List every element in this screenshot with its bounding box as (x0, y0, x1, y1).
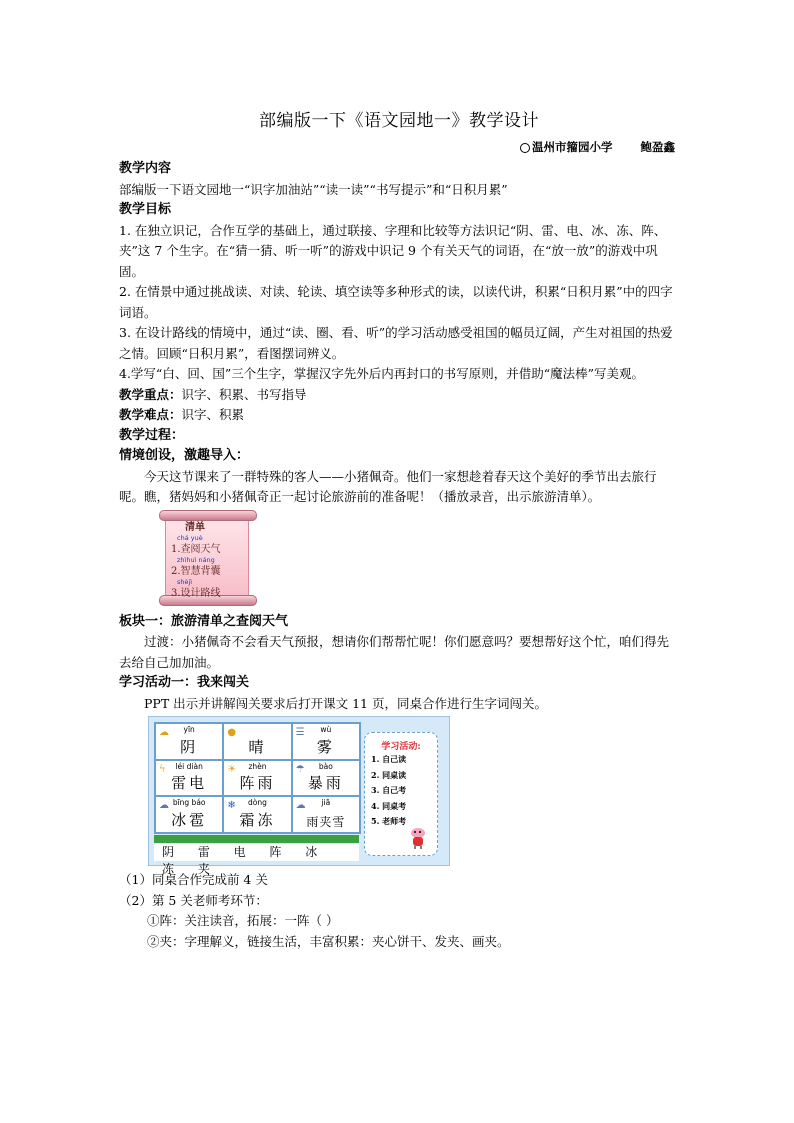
grid-cell (292, 760, 360, 797)
diff-label: 教学难点： (119, 407, 182, 422)
grid-cell (155, 760, 223, 797)
author-line (119, 139, 675, 155)
intro-text: 今天这节课来了一群特殊的客人——小猪佩奇。他们一家想趁着春天这个美好的季节出去旅行呢。瞧，猪妈妈和小猪佩奇正一起讨论旅游前的准备呢！（播放录音，出示旅游清单）。 (119, 468, 657, 504)
step-1: （1）同桌合作完成前 4 关 (119, 872, 268, 887)
process-heading: 教学过程： (119, 427, 185, 443)
circle-icon (520, 143, 530, 153)
sun-rain-icon: ☀ (227, 763, 237, 775)
snowflake-icon: ❄ (227, 800, 236, 812)
cell-chars: 晴 (248, 737, 267, 756)
scroll-top-roll (159, 510, 257, 521)
goal-1: 1. 在独立识记，合作互学的基础上，通过联接、字理和比较等方法识记“阴、雷、电、冰、冻、阵、夹”这 7 个生字。在“猜一猜、听一听”的游戏中识记 9 个有关天气的词语，在“放一放”的游戏中巩固。 (119, 222, 667, 279)
grid-cell (223, 796, 291, 833)
character-grid-image (148, 716, 450, 876)
goal-3: 3. 在设计路线的情境中，通过“读、圈、看、听”的学习活动感受祖国的幅员辽阔，产生对祖国的热爱之情。回顾“日积月累”，看图摆词辨义。 (119, 325, 673, 361)
activity-item: 3. 自己考 (371, 785, 407, 795)
cell-chars: 阵雨 (239, 774, 276, 793)
cell-chars: 暴雨 (307, 774, 344, 793)
document-title: 部编版一下《语文园地一》教学设计 (259, 111, 539, 131)
cell-pinyin: dòng (248, 798, 267, 808)
step-2b: ②夹：字理解义，链接生活，丰富积累：夹心饼干、发夹、画夹。 (147, 933, 510, 949)
goal-2: 2. 在情景中通过挑战读、对读、轮读、填空读等多种形式的读，以读代讲，积累“日积月累”中的四字词语。 (119, 284, 673, 320)
peppa-pig-icon (409, 827, 427, 849)
activity1-heading: 学习活动一：我来闯关 (119, 675, 250, 690)
scroll-item-2: 2.智慧背囊 (171, 565, 221, 577)
cell-pinyin: léi diàn (175, 761, 203, 771)
scroll-pinyin-1: chá yuè (177, 533, 203, 542)
key-label: 教学重点： (119, 386, 182, 402)
travel-list-scroll-image (159, 510, 259, 606)
document-page (119, 100, 679, 952)
step-2a: ①阵：关注读音，拓展：一阵（ ） (147, 913, 339, 928)
grid-cell (223, 723, 291, 760)
scroll-pinyin-2: zhìhuì náng (177, 555, 215, 564)
scroll-text (171, 522, 221, 599)
cell-pinyin: bào (318, 761, 333, 771)
step-2: （2）第 5 关老师考环节： (119, 892, 268, 908)
cell-pinyin: zhèn (248, 761, 267, 771)
rain-icon: ☂ (295, 763, 305, 775)
block1-heading: 板块一：旅游清单之查阅天气 (119, 613, 289, 629)
scroll-item-1: 1.查阅天气 (171, 543, 221, 555)
content-text: 部编版一下语文园地一“识字加油站”“读一读”“书写提示”和“日积月累” (119, 181, 508, 197)
grid-cell (155, 723, 223, 760)
scroll-item-3: 3.设计路线 (171, 587, 221, 599)
cell-chars: 冰雹 (171, 811, 208, 829)
hail-icon: ☁ (159, 800, 169, 812)
character-review-row: 阴 雷 电 阵 冰 冻 夹 (154, 844, 359, 861)
cloud-icon: ☁ (159, 727, 169, 738)
activity-item: 2. 同桌读 (371, 769, 407, 780)
scroll-pinyin-3: shèjì (177, 577, 193, 586)
cell-pinyin: wù (320, 725, 332, 734)
goal-4: 4.学写“白、回、国”三个生字，掌握汉字先外后内再封口的书写原则，并借助“魔法棒”写美观。 (119, 366, 644, 381)
activity-item: 1. 自己读 (371, 754, 407, 764)
sleet-icon: ☁ (295, 800, 306, 812)
author-name: 鲍盈鑫 (640, 140, 675, 154)
cell-pinyin: jiā (321, 798, 331, 808)
grid-cell (155, 796, 223, 833)
cell-pinyin: yīn (183, 725, 195, 734)
difficult-points (119, 405, 679, 426)
cell-chars: 阴 (180, 737, 199, 756)
sun-icon: ● (227, 727, 237, 738)
cell-chars: 雷电 (171, 774, 208, 793)
grid-cell (292, 796, 360, 833)
character-grid (154, 722, 361, 834)
key-points (119, 385, 679, 406)
cell-chars: 雨夹雪 (306, 815, 346, 829)
activity1-text: PPT 出示并讲解闯关要求后打开课文 11 页，同桌合作进行生字词闯关。 (144, 695, 547, 711)
intro-heading: 情境创设，激趣导入： (119, 448, 250, 463)
school-name: 温州市籀园小学 (532, 140, 613, 154)
activity-card-title: 学习活动: (381, 742, 421, 752)
block1-text: 过渡：小猪佩奇不会看天气预报，想请你们帮帮忙呢！你们愿意吗？要想帮好这个忙，咱们得先去给自己加加油。 (119, 634, 670, 670)
activity-item: 4. 同桌考 (371, 800, 407, 811)
fog-icon: ☰ (295, 727, 305, 738)
activity-item: 5. 老师考 (371, 816, 407, 826)
lightning-icon: ϟ (159, 763, 166, 775)
cell-chars: 雾 (316, 737, 335, 756)
diff-text: 识字、积累 (181, 407, 245, 422)
green-bar (154, 835, 359, 843)
cell-chars: 霜冻 (239, 811, 276, 829)
key-text: 识字、积累、书写指导 (181, 386, 307, 402)
scroll-title: 清单 (185, 521, 205, 533)
cell-pinyin: bīng báo (172, 798, 206, 808)
grid-cell (223, 760, 291, 797)
content-heading: 教学内容 (119, 161, 172, 176)
grid-cell (292, 723, 360, 760)
goals-heading: 教学目标 (119, 202, 172, 217)
